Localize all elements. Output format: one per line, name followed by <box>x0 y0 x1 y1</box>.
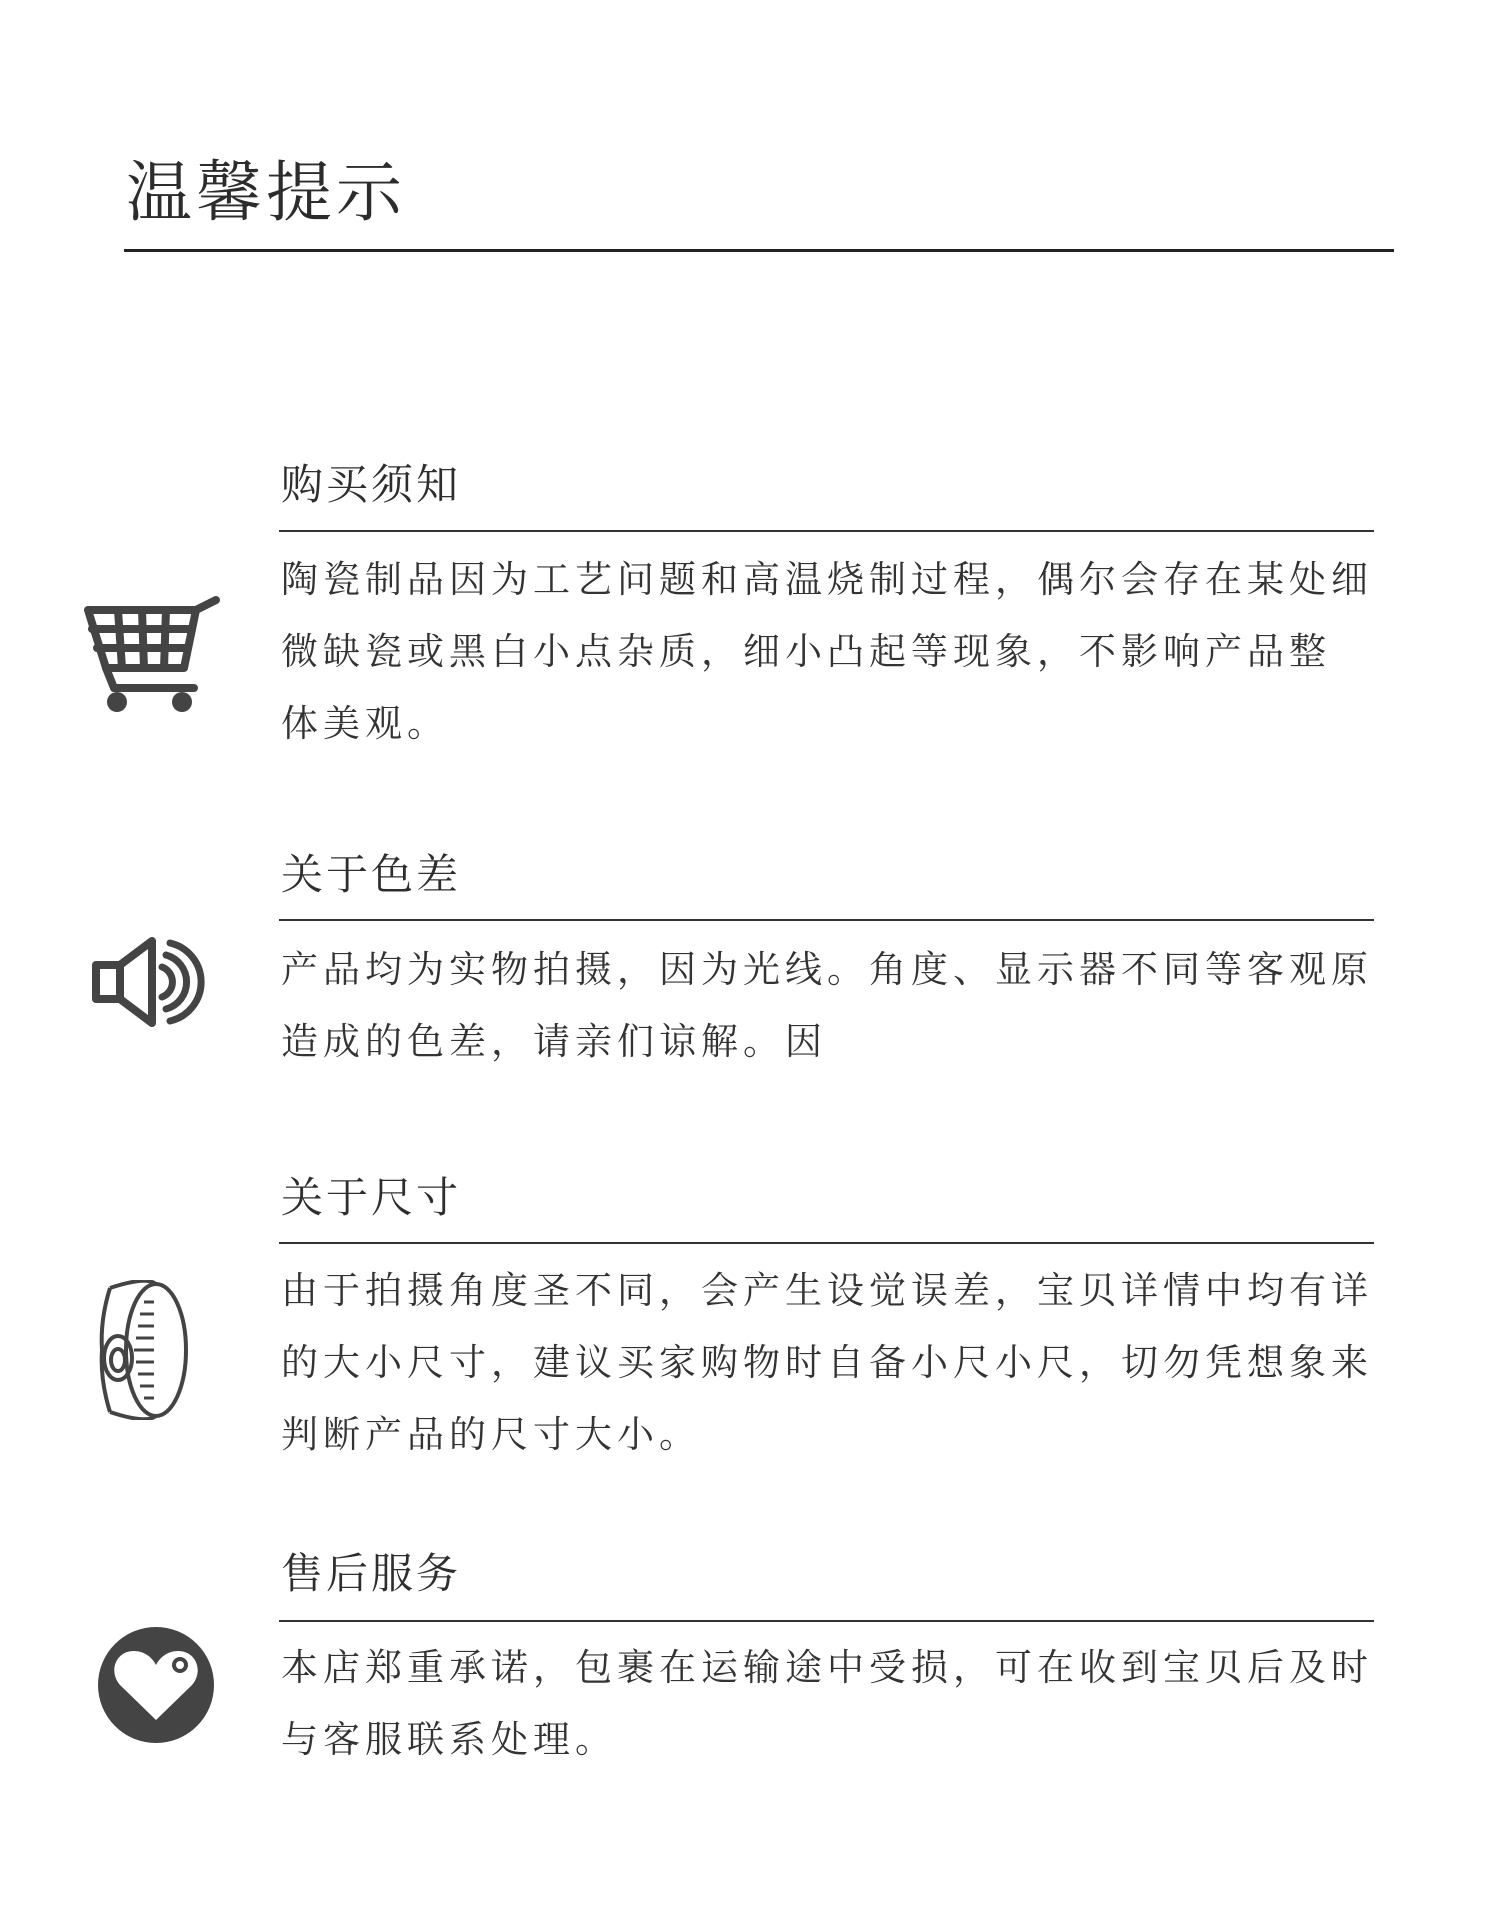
page-title: 温馨提示 <box>126 154 406 231</box>
tape-measure-icon <box>96 1280 191 1420</box>
heart-icon <box>96 1625 216 1745</box>
body-line: 与客服联系处理。 <box>281 1718 617 1761</box>
title-divider <box>124 249 1394 252</box>
body-line: 的大小尺寸，建议买家购物时自备小尺小尺，切勿凭想象来 <box>281 1341 1373 1384</box>
body-line: 造成的色差，请亲们谅解。因 <box>281 1020 827 1063</box>
section-heading: 售后服务 <box>281 1549 462 1598</box>
body-line: 体美观。 <box>281 702 449 745</box>
section-heading: 关于色差 <box>281 850 462 899</box>
section-divider <box>279 1242 1374 1244</box>
section-heading: 购买须知 <box>281 460 462 509</box>
section-body <box>281 934 1373 1078</box>
section-body <box>281 1255 1373 1471</box>
section-divider <box>279 530 1374 532</box>
section-body <box>281 544 1373 760</box>
section-heading: 关于尺寸 <box>281 1173 462 1222</box>
body-line: 微缺瓷或黑白小点杂质，细小凸起等现象，不影响产品整 <box>281 630 1331 673</box>
section-divider <box>279 919 1374 921</box>
body-line: 由于拍摄角度圣不同，会产生设觉误差，宝贝详情中均有详 <box>281 1269 1373 1312</box>
speaker-icon <box>92 935 212 1030</box>
shopping-cart-icon <box>84 588 224 713</box>
section-divider <box>279 1620 1374 1622</box>
body-line: 产品均为实物拍摄，因为光线。角度、显示器不同等客观原 <box>281 948 1373 991</box>
body-line: 陶瓷制品因为工艺问题和高温烧制过程，偶尔会存在某处细 <box>281 558 1373 601</box>
body-line: 本店郑重承诺，包裹在运输途中受损，可在收到宝贝后及时 <box>281 1646 1373 1689</box>
body-line: 判断产品的尺寸大小。 <box>281 1413 701 1456</box>
section-body <box>281 1632 1373 1776</box>
